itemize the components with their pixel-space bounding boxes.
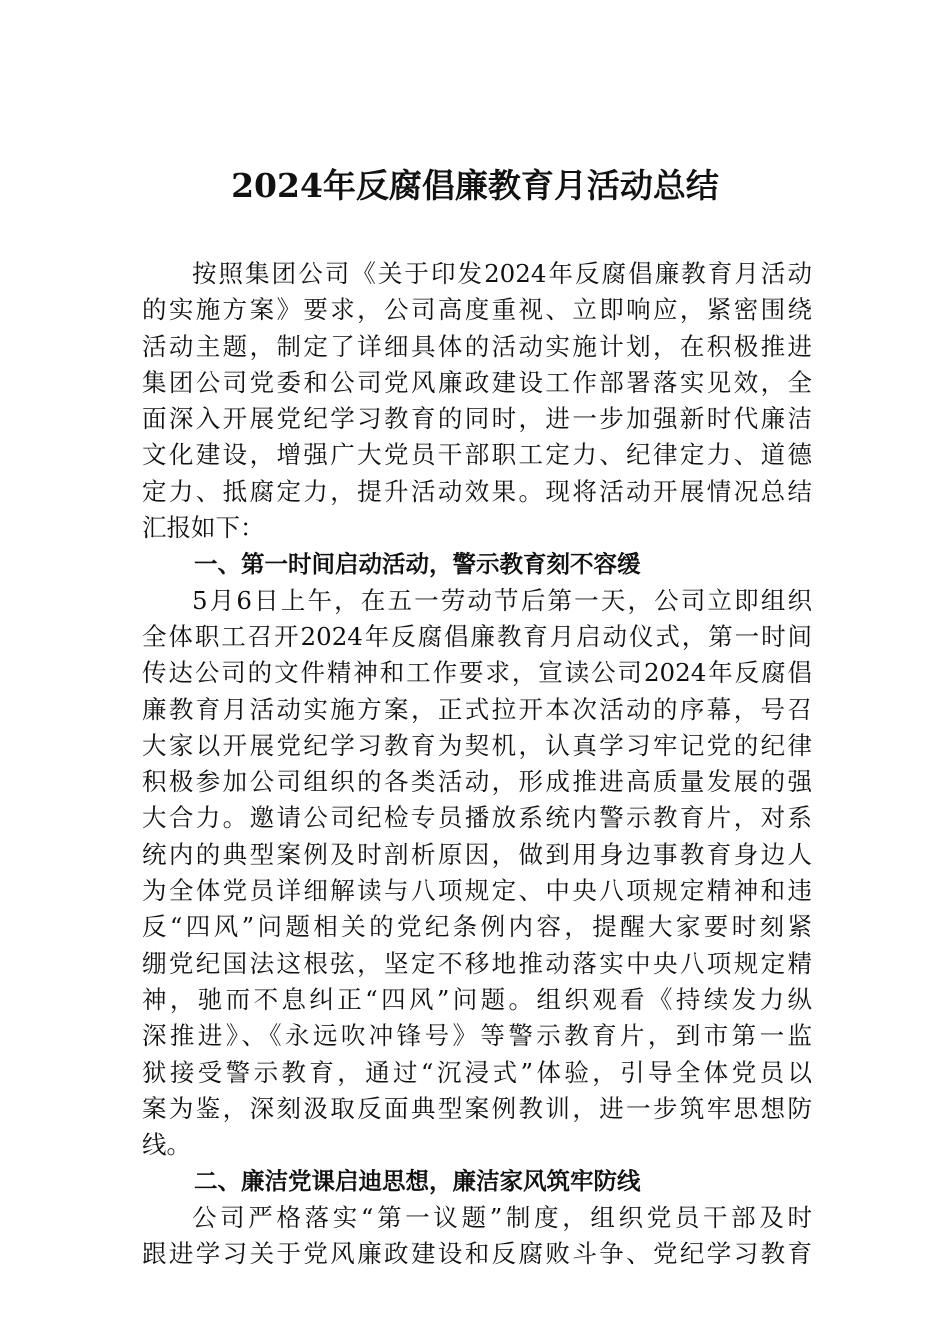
paragraph-line: 面深入开展党纪学习教育的同时，进一步加强新时代廉洁 [142, 404, 812, 434]
paragraph-line: 神，驰而不息纠正“四风”问题。组织观看《持续发力纵 [142, 984, 812, 1014]
paragraph-line: 深推进》、《永远吹冲锋号》等警示教育片，到市第一监 [142, 1021, 812, 1051]
paragraph-line: 集团公司党委和公司党风廉政建设工作部署落实见效，全 [142, 367, 812, 397]
paragraph-line: 文化建设，增强广大党员干部职工定力、纪律定力、道德 [142, 440, 812, 470]
paragraph-line: 统内的典型案例及时剖析原因，做到用身边事教育身边人 [142, 839, 812, 869]
paragraph-line: 全体职工召开2024年反腐倡廉教育月启动仪式，第一时间 [142, 621, 812, 651]
paragraph-last-line: 汇报如下： [142, 513, 265, 543]
paragraph-line: 跟进学习关于党风廉政建设和反腐败斗争、党纪学习教育 [142, 1239, 812, 1269]
paragraph-first-line: 5月6日上午，在五一劳动节后第一天，公司立即组织 [192, 585, 812, 615]
paragraph-line: 反“四风”问题相关的党纪条例内容，提醒大家要时刻紧 [142, 912, 812, 942]
section-heading: 一、第一时间启动活动，警示教育刻不容缓 [194, 550, 641, 579]
section-heading: 二、廉洁党课启迪思想，廉洁家风筑牢防线 [194, 1167, 641, 1196]
paragraph-first-line: 公司严格落实“第一议题”制度，组织党员干部及时 [192, 1202, 812, 1232]
paragraph-line: 为全体党员详细解读与八项规定、中央八项规定精神和违 [142, 876, 812, 906]
paragraph-line: 活动主题，制定了详细具体的活动实施计划，在积极推进 [142, 331, 812, 361]
paragraph-line: 案为鉴，深刻汲取反面典型案例教训，进一步筑牢思想防 [142, 1093, 812, 1123]
paragraph-line: 积极参加公司组织的各类活动，形成推进高质量发展的强 [142, 767, 812, 797]
document-body [142, 256, 812, 1272]
paragraph-line: 狱接受警示教育，通过“沉浸式”体验，引导全体党员以 [142, 1057, 812, 1087]
paragraph-line: 传达公司的文件精神和工作要求，宣读公司2024年反腐倡 [142, 658, 812, 688]
paragraph-line: 大家以开展党纪学习教育为契机，认真学习牢记党的纪律 [142, 730, 812, 760]
paragraph-line: 的实施方案》要求，公司高度重视、立即响应，紧密围绕 [142, 295, 812, 325]
document-title: 2024年反腐倡廉教育月活动总结 [231, 166, 719, 205]
paragraph-line: 定力、抵腐定力，提升活动效果。现将活动开展情况总结 [142, 476, 812, 506]
paragraph-line: 大合力。邀请公司纪检专员播放系统内警示教育片，对系 [142, 803, 812, 833]
paragraph-line: 廉教育月活动实施方案，正式拉开本次活动的序幕，号召 [142, 694, 812, 724]
paragraph-line: 绷党纪国法这根弦，坚定不移地推动落实中央八项规定精 [142, 948, 812, 978]
paragraph-last-line: 线。 [142, 1130, 191, 1160]
paragraph-first-line: 按照集团公司《关于印发2024年反腐倡廉教育月活动 [192, 259, 812, 288]
